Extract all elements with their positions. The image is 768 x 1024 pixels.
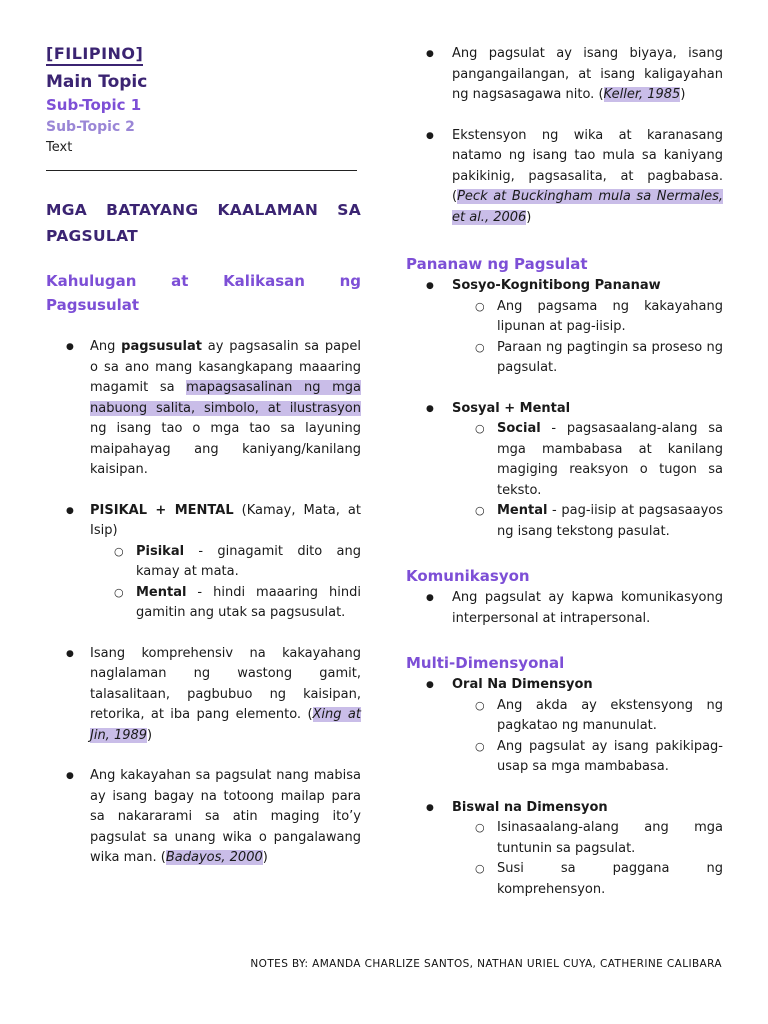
sub-list-item <box>406 419 723 501</box>
sub-list-item <box>46 542 361 583</box>
text: Ekstensyon ng wika at karanasang natamo ng isang tao mula sa kaniyang pakikinig, pagsasalita, at pagbabasa. ( <box>452 127 723 204</box>
bold-term: Mental <box>136 584 187 600</box>
list-item <box>46 501 361 542</box>
list-item <box>406 126 723 229</box>
bold-term: PISIKAL + MENTAL <box>90 502 234 518</box>
text: Ang kakayahan sa pagsulat nang mabisa ay isang bagay na totoong mailap para sa nakararami sa atin maging ito’y pagsulat sa unang wika o pangalawang wika man. ( <box>90 768 361 865</box>
multi-dimensyonal-list <box>406 675 723 900</box>
sub-topic-1-label: Sub-Topic 1 <box>46 96 142 114</box>
section-heading: Kahulugan at Kalikasan ng Pagsusulat <box>46 272 361 314</box>
citation: Xing at Jin, 1989 <box>90 707 361 743</box>
sub-list-item <box>406 501 723 542</box>
text: Ang <box>90 339 122 354</box>
subject-tag: [FILIPINO] <box>46 44 143 66</box>
list-item: ● Oral Na Dimensyon <box>406 675 723 696</box>
right-column <box>406 44 723 900</box>
list-item <box>46 644 361 747</box>
text: - hindi maaaring hindi gamitin ang utak sa pagsusulat. <box>136 584 361 620</box>
pananaw-heading: Pananaw ng Pagsulat <box>406 255 588 273</box>
bold-term: Pisikal <box>136 543 185 559</box>
text: Ang pagsulat ay isang biyaya, isang pangangailangan, at isang kaligayahan ng nagsasagawa nito. ( <box>452 46 723 102</box>
main-heading: MGA BATAYANG KAALAMAN SA PAGSULAT <box>46 201 361 245</box>
list-item <box>46 766 361 869</box>
text: ng isang tao o mga tao sa layuning maipahayag ang kaniyang/kanilang kaisipan. <box>90 421 361 477</box>
list-item: ● Sosyal + Mental <box>406 399 723 420</box>
list-item <box>46 337 361 481</box>
sub-list-item: ○ Susi sa paggana ng komprehensyon. <box>406 859 723 900</box>
pananaw-list <box>406 276 723 542</box>
sub-list-item: ○ Isinasaalang-alang ang mga tuntunin sa pagsulat. <box>406 818 723 859</box>
text: - ginagamit dito ang kamay at mata. <box>136 543 361 579</box>
sub-list-item: ○ Ang pagsulat ay isang pakikipag-usap sa mga mambabasa. <box>406 737 723 778</box>
list-item: ● Biswal na Dimensyon <box>406 798 723 819</box>
text: ) <box>147 727 153 743</box>
komunikasyon-heading: Komunikasyon <box>406 567 530 585</box>
divider <box>46 170 357 171</box>
list-item <box>406 44 723 106</box>
text: ) <box>262 850 268 865</box>
sub-list-item <box>46 583 361 624</box>
sub-list-item: ○ Ang akda ay ekstensyong ng pagkatao ng manunulat. <box>406 696 723 737</box>
citation: Peck at Buckingham mula sa Nermales, et al., 2006 <box>452 189 723 225</box>
sub-list-item: ○ Paraan ng pagtingin sa proseso ng pagsulat. <box>406 338 723 379</box>
highlighted-text: mapagsasalinan ng mga nabuong salita, simbolo, at ilustrasyon <box>90 380 361 416</box>
text: ) <box>680 87 686 102</box>
text-label: Text <box>46 140 73 155</box>
text: - pagsasaalang-alang sa mga mambabasa at kanilang magiging reaksyon o tugon sa teksto. <box>497 421 723 498</box>
komunikasyon-list <box>406 588 723 629</box>
text: Isang komprehensiv na kakayahang naglalaman ng wastong gamit, talasalitaan, pagbubuo ng kaisipan, retorika, at iba pang elemento. ( <box>90 645 361 722</box>
text: ) <box>526 209 532 225</box>
citation: Keller, 1985 <box>603 87 681 102</box>
bold-term: pagsusulat <box>121 339 202 354</box>
text: (Kamay, Mata, at Isip) <box>90 502 361 538</box>
text: - pag-iisip at pagsasaayos ng isang tekstong pasulat. <box>497 503 723 539</box>
text: ay pagsasalin sa papel o sa ano mang kasangkapang maaaring magamit sa <box>90 339 361 395</box>
footer-credits: NOTES BY: AMANDA CHARLIZE SANTOS, NATHAN URIEL CUYA, CATHERINE CALIBARA <box>250 958 722 970</box>
left-column <box>46 44 361 869</box>
bold-term: Social <box>497 421 541 436</box>
definition-list <box>46 337 361 869</box>
main-topic-label: Main Topic <box>46 72 148 92</box>
citation: Badayos, 2000 <box>165 850 263 865</box>
list-item: ● Sosyo-Kognitibong Pananaw <box>406 276 723 297</box>
definition-list <box>406 44 723 228</box>
list-item: ● Ang pagsulat ay kapwa komunikasyong interpersonal at intrapersonal. <box>406 588 723 629</box>
bold-term: Mental <box>497 503 548 518</box>
sub-list-item: ○ Ang pagsama ng kakayahang lipunan at pag-iisip. <box>406 297 723 338</box>
multi-dimensyonal-heading: Multi-Dimensyonal <box>406 654 565 672</box>
sub-topic-2-label: Sub-Topic 2 <box>46 119 135 135</box>
